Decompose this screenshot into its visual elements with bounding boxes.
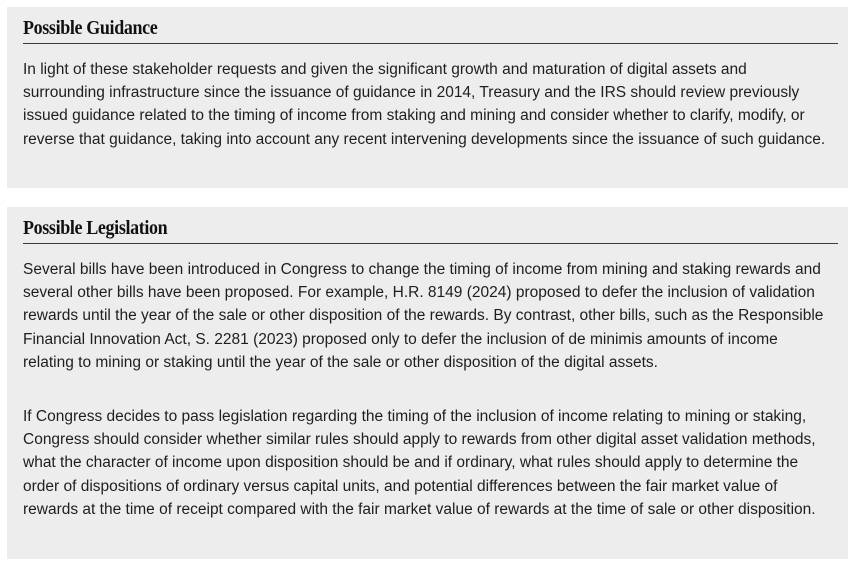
section-title-possible-legislation: Possible Legislation bbox=[23, 217, 168, 239]
possible-guidance-section bbox=[7, 7, 848, 188]
section-heading bbox=[23, 7, 838, 44]
section-heading bbox=[23, 207, 838, 244]
possible-legislation-section bbox=[7, 207, 848, 559]
legislation-paragraph-2: If Congress decides to pass legislation regarding the timing of the inclusion of income relating to mining or staking, Congress should consider whether similar rules should apply to rewards from other digital asset validation methods, what the character of income upon disposition should be and if ordinary, what rules should apply to determine the order of dispositions of ordinary versus capital units, and potential differences between the fair market value of rewards at the time of receipt compared with the fair market value of rewards at the time of sale or other disposition. bbox=[23, 408, 816, 518]
legislation-paragraph-1: Several bills have been introduced in Congress to change the timing of income from mining and staking rewards and several other bills have been proposed. For example, H.R. 8149 (2024) proposed to defer the inclusion of validation rewards until the year of the sale or other disposition of the rewards. By contrast, other bills, such as the Responsible Financial Innovation Act, S. 2281 (2023) proposed only to defer the inclusion of de minimis amounts of income relating to mining or staking until the year of the sale or other disposition of the digital assets. bbox=[23, 261, 824, 371]
section-title-possible-guidance: Possible Guidance bbox=[23, 17, 158, 39]
guidance-paragraph: In light of these stakeholder requests and given the significant growth and maturation of digital assets and surrounding infrastructure since the issuance of guidance in 2014, Treasury and the IRS should review previously issued guidance related to the timing of income from staking and mining and consider whether to clarify, modify, or reverse that guidance, taking into account any recent intervening developments since the issuance of such guidance. bbox=[23, 61, 826, 148]
